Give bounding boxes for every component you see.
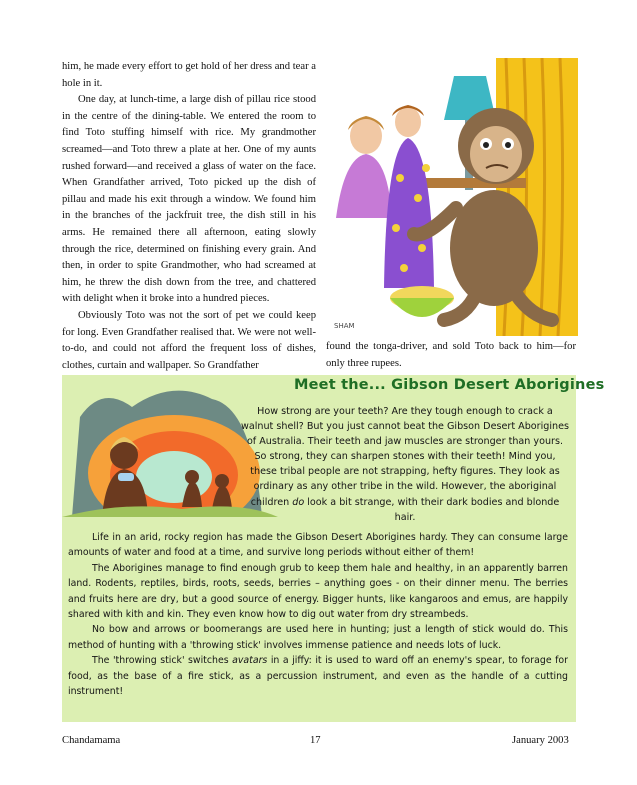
aborigines-intro-emphasis: do (292, 496, 305, 508)
aborigines-intro-part-3: look a bit strange, with their dark bodies and blonde hair. (304, 496, 560, 523)
illustrator-signature: SHAM (334, 322, 355, 330)
aborigines-p4-emphasis: avatars (232, 655, 268, 667)
aborigines-paragraph-1: Life in an arid, rocky region has made the Gibson Desert Aborigines hardy. They can consume large amounts of water and food at a time, and survive long periods without either of them! (68, 532, 568, 559)
aborigines-intro-part-1: How strong are your teeth? Are they tough enough to crack a walnut shell? But you just cannot beat the Gibson Desert Aborigines of Australia. Their teeth and jaw muscles are stronger than yours. So strong, they can sharpen stones with their teeth! Mind you, these tribal people are not strapping, hefty figures. They look as ordinary as any other tribe in the wild. However, the aboriginal children (241, 406, 569, 508)
story-paragraph-3: Obviously Toto was not the sort of pet we could keep for long. Even Grandfather realised that. We were not well-to-do, and could not afford the frequent loss of dishes, clothes, curtain and wallpaper. So Grandfather (62, 309, 316, 371)
footer-issue-date: January 2003 (512, 735, 569, 746)
aborigines-p4-part-1: The 'throwing stick' switches (92, 655, 233, 667)
aborigines-paragraph-4 (68, 653, 568, 699)
story-column (62, 59, 316, 374)
aborigines-paragraph-2: The Aborigines manage to find enough grub to keep them hale and healthy, in an apparently barren land. Rodents, reptiles, birds, roots, seeds, berries – anything goes - on their dinner menu. The berries and fruits here are dry, but a good source of energy. Bigger hunts, like kangaroos and emus, are happily shared with kith and kin. They even know how to dig out water from dry streambeds. (68, 562, 568, 621)
aborigines-p4-part-3: in a jiffy: it is used to ward off an enemy's spear, to forage for food, as the base of a fire stick, as a percussion instrument, and even as the handle of a cutting instrument! (68, 655, 568, 698)
story-paragraph-1: him, he made every effort to get hold of her dress and tear a hole in it. (62, 61, 316, 89)
footer-magazine-name: Chandamama (62, 735, 121, 746)
footer-page-number: 17 (310, 735, 321, 746)
story-paragraph-2: One day, at lunch-time, a large dish of pillau rice stood in the centre of the dining-table. We entered the room to find Toto stuffing himself with rice. My grandmother screamed—and Toto threw a plate at her. One of my aunts rushed forward—and received a glass of water on the face. When Grandfather arrived, Toto picked up the dish of pillau and made his exit through a window. We found him in the branches of the jackfruit tree, the dish still in his arms. He remained there all afternoon, eating slowly through the rice, determined on finishing every grain. And then, in order to spite Grandmother, who had screamed at him, he threw the dish down from the tree, and chattered with delight when it broke into a hundred pieces. (62, 94, 316, 305)
aborigines-feature-box (62, 375, 605, 722)
monkey-illustration (326, 58, 578, 336)
aborigines-body (68, 530, 568, 699)
aborigines-title: Meet the... Gibson Desert Aborigines (294, 377, 605, 393)
aborigines-paragraph-3: No bow and arrows or boomerangs are used here in hunting; just a length of stick would do. This method of hunting with a 'throwing stick' involves immense patience and needs lots of luck. (68, 624, 568, 651)
story-continuation: found the tonga-driver, and sold Toto back to him—for only three rupees. (326, 341, 576, 369)
aborigines-intro (240, 404, 570, 525)
